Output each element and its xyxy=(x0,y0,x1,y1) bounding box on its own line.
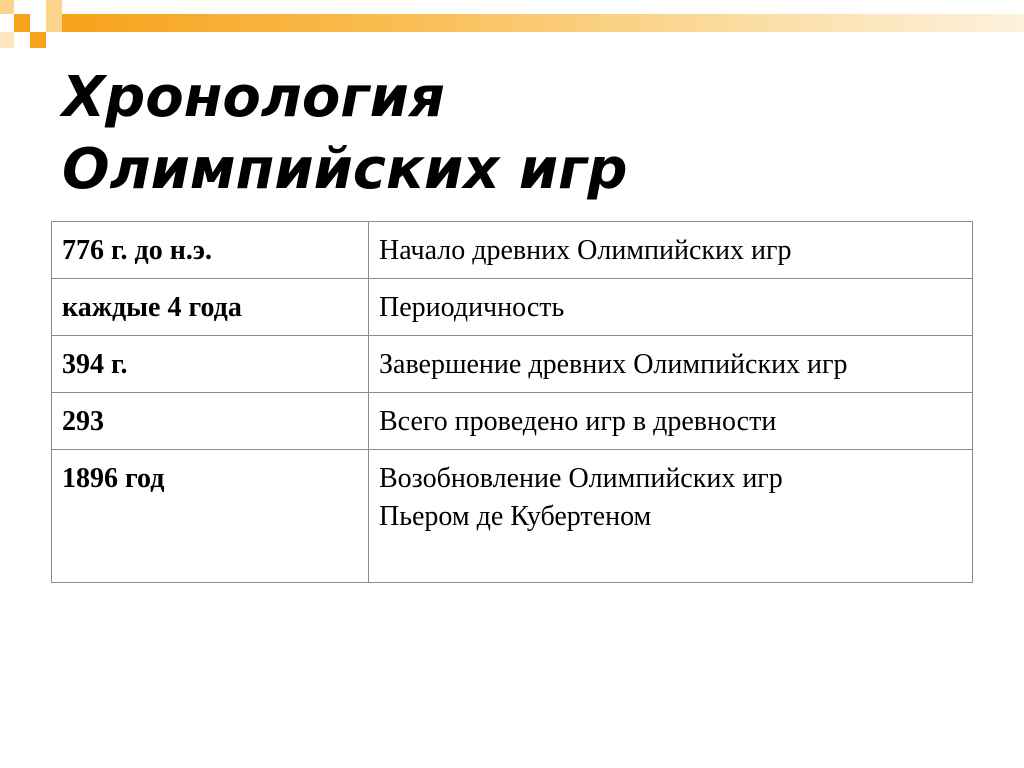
decor-square xyxy=(46,14,62,32)
date-cell: каждые 4 года xyxy=(52,279,369,336)
table-row xyxy=(52,222,973,279)
date-cell: 293 xyxy=(52,393,369,450)
description-cell: Всего проведено игр в древности xyxy=(369,393,973,450)
description-cell: Начало древних Олимпийских игр xyxy=(369,222,973,279)
date-cell: 1896 год xyxy=(52,450,369,583)
decor-square xyxy=(30,32,46,48)
description-cell: Завершение древних Олимпийских игр xyxy=(369,336,973,393)
date-cell: 776 г. до н.э. xyxy=(52,222,369,279)
decor-square xyxy=(0,32,14,48)
table-row xyxy=(52,393,973,450)
slide-title xyxy=(62,62,627,206)
description-cell: Периодичность xyxy=(369,279,973,336)
chronology-table xyxy=(51,221,973,583)
date-cell: 394 г. xyxy=(52,336,369,393)
decor-square xyxy=(14,14,30,32)
table-row xyxy=(52,279,973,336)
title-line-2: Олимпийских игр xyxy=(62,137,628,202)
decor-square xyxy=(0,0,14,14)
table-row xyxy=(52,336,973,393)
table-row xyxy=(52,450,973,583)
description-cell: Возобновление Олимпийских игр Пьером де Кубертеном xyxy=(369,450,973,583)
title-line-1: Хронология xyxy=(62,65,445,130)
header-band xyxy=(62,14,1024,32)
decor-square xyxy=(46,0,62,14)
